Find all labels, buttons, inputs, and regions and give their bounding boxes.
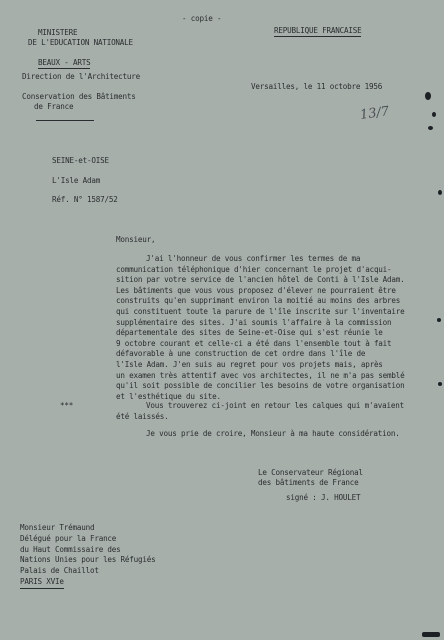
signature-title-2: des bâtiments de France: [258, 478, 359, 487]
text-line: Vous trouverez ci-joint en retour les calques qui m'avaient: [146, 401, 404, 410]
header-rule: [36, 120, 94, 121]
text-line: qui constituent toute la parure de l'île inscrite sur l'inventaire: [116, 306, 405, 316]
text-line: qu'il soit possible de concilier les besoins de votre organisation: [116, 381, 405, 391]
ref-department: SEINE-et-OISE: [52, 156, 109, 165]
ref-number: Réf. N° 1587/52: [52, 195, 118, 204]
text-line: Les bâtiments que vous vous proposez d'élever ne pourraient être: [116, 285, 396, 295]
recipient-city: PARIS XVIe: [20, 577, 64, 589]
text-line: départementale des sites de Seine-et-Oise qui s'est réunie le: [116, 328, 383, 338]
scan-speck: [437, 318, 441, 322]
recipient-line: du Haut Commissaire des: [20, 544, 121, 554]
recipient-line: Palais de Chaillot: [20, 566, 99, 576]
republic-heading: REPUBLIQUE FRANCAISE: [274, 26, 361, 37]
text-line: été laissés.: [116, 411, 169, 421]
signature-title-1: Le Conservateur Régional: [258, 468, 363, 477]
text-line: construits qu'en supprimant environ la moitié au moins des arbres: [116, 296, 401, 306]
text-line: communication téléphonique d'hier concernant le projet d'acqui-: [116, 264, 392, 274]
scan-speck: [438, 190, 442, 195]
conservation-line-1: Conservation des Bâtiments: [22, 92, 136, 101]
recipient-line: Délégué pour la France: [20, 533, 117, 543]
conservation-line-2: de France: [34, 102, 74, 111]
copy-label: - copie -: [182, 14, 222, 23]
text-line: un examen très attentif avec vos architectes, il ne m'a pas semblé: [116, 370, 405, 380]
place-date: Versailles, le 11 octobre 1956: [251, 82, 383, 91]
text-line: J'ai l'honneur de vous confirmer les termes de ma: [146, 254, 361, 263]
scan-speck: [422, 632, 440, 637]
text-line: supplémentaire des sites. J'ai soumis l'affaire à la commission: [116, 317, 392, 327]
text-line: sition par votre service de l'ancien hôtel de Conti à l'Isle Adam.: [116, 275, 405, 285]
text-line: 9 octobre courant et celle-ci a été dans l'ensemble tout à fait: [116, 338, 392, 348]
ministry-line: MINISTERE: [38, 28, 78, 37]
signature-signed: signé : J. HOULET: [286, 493, 361, 502]
direction-line: Direction de l'Architecture: [22, 72, 141, 81]
body-paragraph-2: [116, 401, 404, 422]
salutation: Monsieur,: [116, 235, 156, 244]
text-line: Je vous prie de croire, Monsieur à ma haute considération.: [146, 429, 400, 438]
scan-speck: [428, 126, 433, 130]
recipient-line: Nations Unies pour les Réfugiés: [20, 555, 156, 565]
body-paragraph-1: [116, 254, 405, 402]
ministry-line-2: DE L'EDUCATION NATIONALE: [28, 38, 133, 47]
text-line: l'Isle Adam. J'en suis au regret pour vos projets mais, après: [116, 359, 383, 369]
closing-paragraph: [116, 429, 400, 440]
beaux-arts-line: BEAUX - ARTS: [38, 58, 90, 69]
handwritten-note: 13/7: [359, 104, 391, 123]
margin-mark: ***: [60, 401, 74, 410]
scan-speck: [425, 92, 431, 100]
text-line: défavorable à une construction de cet ordre dans l'île de: [116, 349, 366, 359]
scan-speck: [438, 382, 442, 386]
text-line: et l'esthétique du site.: [116, 391, 221, 401]
ref-town: L'Isle Adam: [52, 176, 101, 185]
recipient-line: Monsieur Trémaund: [20, 523, 95, 532]
recipient-block: [20, 523, 156, 589]
scan-speck: [432, 112, 436, 117]
